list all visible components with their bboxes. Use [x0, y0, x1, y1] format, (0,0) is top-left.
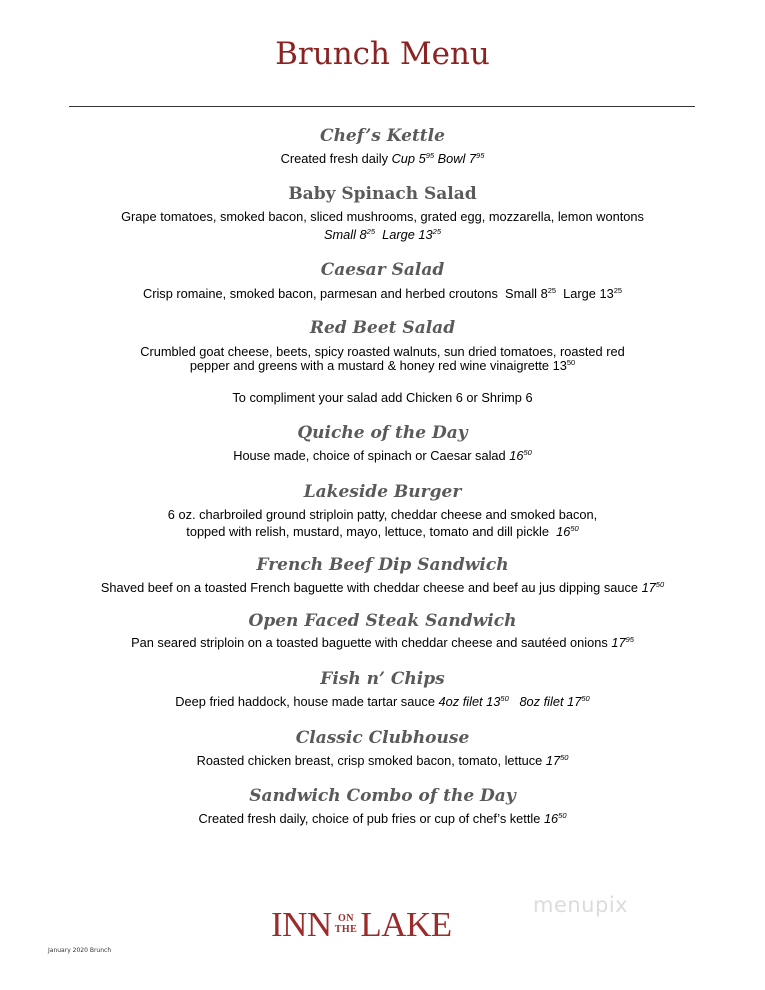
item-prices-baby-spinach-salad: [0, 227, 765, 242]
item-title-classic-clubhouse: Classic Clubhouse: [295, 728, 470, 748]
item-desc-caesar-salad: [0, 286, 765, 301]
logo-inn: INN: [271, 905, 332, 944]
logo-the: THE: [334, 924, 358, 935]
page-title: Brunch Menu: [275, 36, 490, 72]
date-footnote: January 2020 Brunch: [48, 947, 112, 954]
price-cents: 50: [558, 811, 567, 820]
item-title-red-beet-salad: Red Beet Salad: [309, 318, 456, 338]
item-desc-classic-clubhouse: [0, 753, 765, 768]
item-desc-lakeside-burger-line1: 6 oz. charbroiled ground striploin patty, cheddar cheese and smoked bacon,: [167, 507, 598, 522]
item-desc-chefs-kettle: [0, 151, 765, 166]
item-description: Crisp romaine, smoked bacon, parmesan and herbed croutons: [142, 286, 498, 301]
price-cents: 25: [366, 227, 375, 236]
item-title-fish-n-chips: Fish n’ Chips: [320, 669, 445, 689]
price: 17: [545, 753, 561, 768]
item-desc-fish-n-chips: [0, 694, 765, 709]
price-large: Large 13: [563, 286, 614, 301]
price-cents: 50: [581, 694, 590, 703]
item-desc-open-faced-steak: [0, 635, 765, 650]
price-cents: 95: [425, 151, 435, 160]
price-cents: 95: [476, 151, 485, 160]
item-title-chefs-kettle: Chef’s Kettle: [320, 126, 445, 146]
item-description: pepper and greens with a mustard & honey red wine vinaigrette 13: [189, 358, 567, 373]
item-title-sandwich-combo: Sandwich Combo of the Day: [249, 786, 516, 806]
item-description: Created fresh daily: [280, 151, 388, 166]
price-4oz: 4oz filet 13: [438, 694, 501, 709]
price-large: Large 13: [382, 227, 433, 242]
item-description: Pan seared striploin on a toasted baguette with cheddar cheese and sautéed onions: [131, 635, 608, 650]
price-cents: 25: [613, 286, 623, 295]
item-title-lakeside-burger: Lakeside Burger: [303, 482, 462, 502]
price: 17: [641, 580, 656, 595]
price: 17: [611, 635, 626, 650]
price-cents: 25: [432, 227, 441, 236]
item-description: Shaved beef on a toasted French baguette with cheddar cheese and beef au jus dipping sauce: [100, 580, 638, 595]
item-desc-baby-spinach-salad: Grape tomatoes, smoked bacon, sliced mushrooms, grated egg, mozzarella, lemon wontons: [121, 209, 644, 224]
item-desc-lakeside-burger-line2: [0, 524, 765, 539]
logo-small-stack: [335, 913, 358, 935]
price-cents: 50: [560, 753, 569, 762]
salad-addon-note: To compliment your salad add Chicken 6 or Shrimp 6: [232, 390, 533, 405]
item-description: House made, choice of spinach or Caesar salad: [233, 448, 506, 463]
price: 16: [509, 448, 524, 463]
item-description: Roasted chicken breast, crisp smoked bacon, tomato, lettuce: [196, 753, 543, 768]
item-desc-quiche-of-the-day: [0, 448, 765, 463]
item-title-baby-spinach-salad: Baby Spinach Salad: [288, 184, 477, 204]
menupix-watermark: menupix: [533, 893, 629, 917]
item-title-quiche-of-the-day: Quiche of the Day: [297, 423, 468, 443]
price: 16: [556, 524, 571, 539]
item-desc-sandwich-combo: [0, 811, 765, 826]
price-cents: 25: [547, 286, 557, 295]
item-desc-french-beef-dip: [0, 580, 765, 595]
item-desc-red-beet-salad-line1: Crumbled goat cheese, beets, spicy roasted walnuts, sun dried tomatoes, roasted red: [140, 344, 625, 359]
title-divider: [69, 106, 695, 107]
item-desc-red-beet-salad-line2: [0, 358, 765, 373]
item-description: Deep fried haddock, house made tartar sauce: [175, 694, 435, 709]
price-cents: 50: [570, 524, 579, 533]
price-small: Small 8: [505, 286, 548, 301]
item-title-caesar-salad: Caesar Salad: [320, 260, 445, 280]
item-title-french-beef-dip: French Beef Dip Sandwich: [256, 555, 509, 575]
price-cents: 50: [655, 580, 665, 589]
logo-lake: LAKE: [360, 905, 452, 944]
item-description: topped with relish, mustard, mayo, lettuce, tomato and dill pickle: [186, 524, 550, 539]
item-title-open-faced-steak: Open Faced Steak Sandwich: [248, 611, 517, 631]
price-cents: 50: [523, 448, 532, 457]
price-cup: Cup 5: [391, 151, 426, 166]
logo-on: ON: [338, 913, 355, 924]
item-description: Created fresh daily, choice of pub fries or cup of chef’s kettle: [198, 811, 541, 826]
price-cents: 50: [500, 694, 509, 703]
price-cents: 95: [625, 635, 634, 644]
price-small: Small 8: [323, 227, 367, 242]
price-bowl: Bowl 7: [437, 151, 477, 166]
price-8oz: 8oz filet 17: [519, 694, 582, 709]
price: 16: [543, 811, 559, 826]
price-cents: 50: [566, 358, 576, 367]
inn-on-the-lake-logo: [271, 907, 452, 942]
